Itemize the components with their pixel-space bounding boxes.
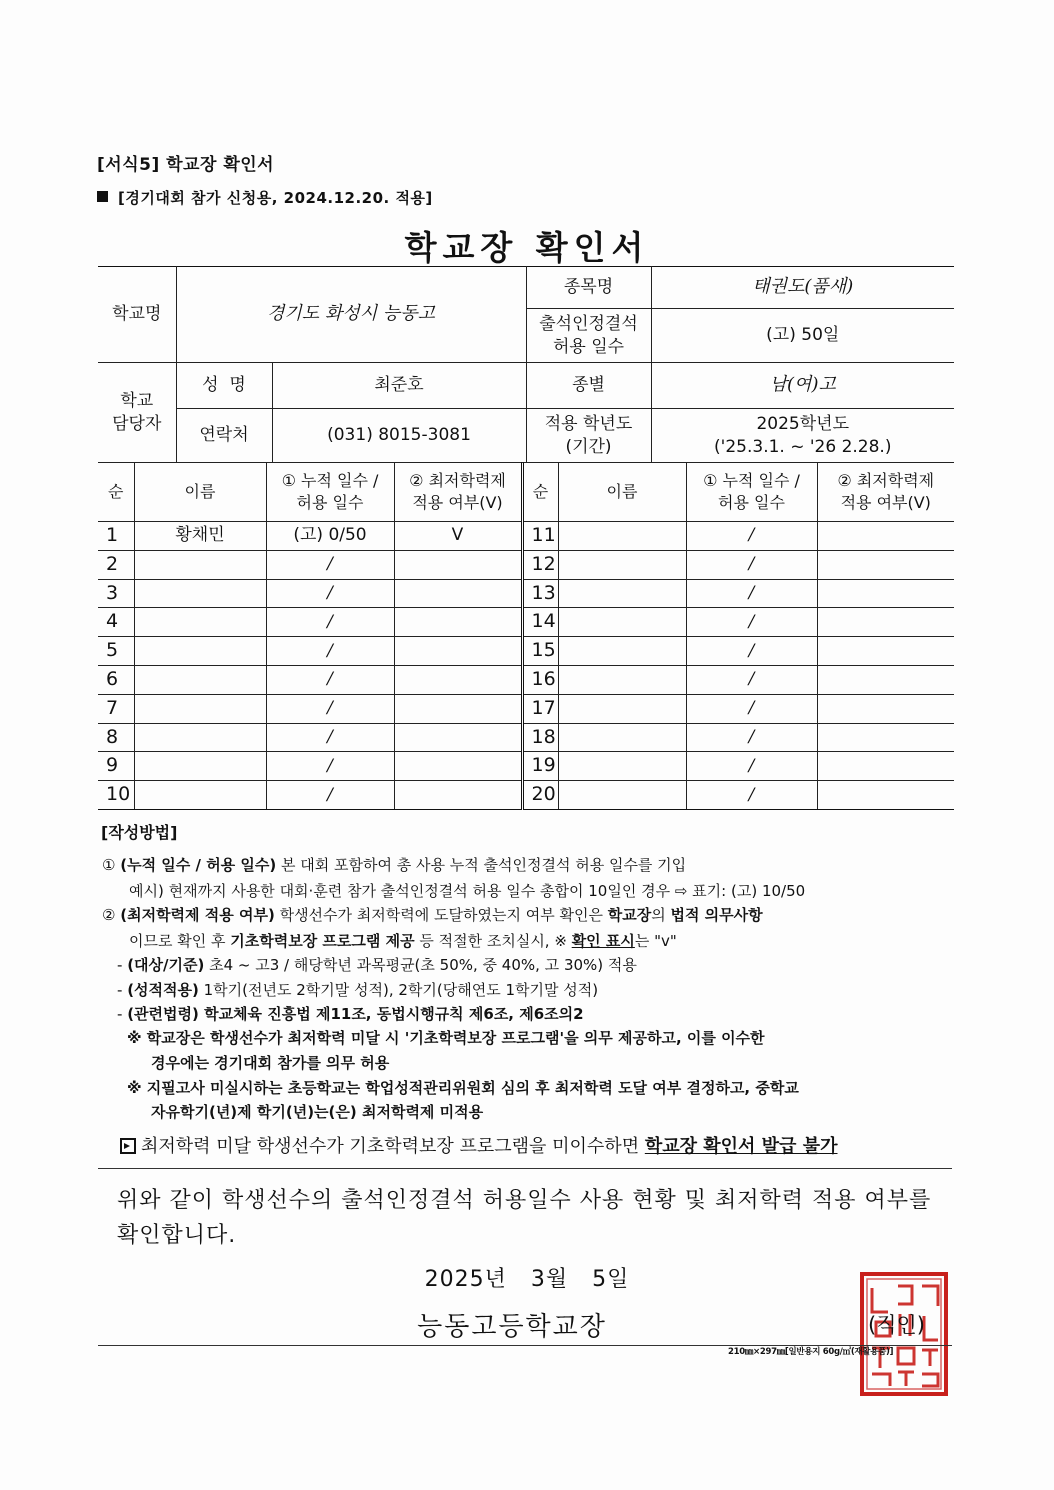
row-number: 8 — [98, 723, 134, 752]
row-days: / — [686, 752, 817, 781]
circled-two-icon: ② — [102, 906, 116, 924]
col-min-right-line2: 적용 여부(V) — [840, 493, 931, 512]
row-name — [558, 665, 686, 694]
row-min — [817, 637, 954, 666]
row-number: 13 — [522, 579, 558, 608]
col-days-line1: ① 누적 일수 / — [281, 470, 379, 490]
grade-bold: (성적적용) — [127, 981, 199, 999]
table-row — [98, 665, 954, 694]
row-name — [134, 665, 266, 694]
roster-table — [98, 462, 954, 810]
row-name — [134, 723, 266, 752]
row-min — [817, 550, 954, 579]
issue-date: 2025년 3월 5일 — [424, 1267, 630, 1292]
item2-text-c: 의 — [651, 906, 671, 924]
row-number: 4 — [98, 608, 134, 637]
row-number: 17 — [522, 694, 558, 723]
row-days: / — [686, 579, 817, 608]
row-min: V — [394, 522, 522, 551]
row-min — [394, 752, 522, 781]
row-name — [558, 608, 686, 637]
school-value: 경기도 화성시 능동고 — [176, 267, 526, 363]
table-row — [98, 781, 954, 810]
col-days-right-line1: ① 누적 일수 / — [703, 470, 800, 490]
row-name — [558, 522, 686, 551]
col-min-line2: 적용 여부(V) — [412, 493, 503, 512]
row-days: / — [686, 781, 817, 810]
table-row — [98, 694, 954, 723]
contact-label: 연락처 — [176, 409, 272, 463]
row-number: 16 — [522, 665, 558, 694]
row-days: / — [266, 752, 394, 781]
row-days: (고) 0/50 — [266, 522, 394, 551]
note2-line2: 자유학기(년)제 학기(년)는(은) 최저학력제 미적용 — [151, 1103, 484, 1121]
warning-bold: 학교장 확인서 발급 불가 — [644, 1136, 838, 1157]
col-no: 순 — [98, 463, 134, 522]
col-min-line1: ② 최저학력제 — [409, 470, 506, 490]
row-min — [817, 579, 954, 608]
row-min — [394, 781, 522, 810]
row-name — [558, 550, 686, 579]
method-heading: [작성방법] — [101, 823, 178, 842]
row-days: / — [266, 781, 394, 810]
grade-text: 1학기(전년도 2학기말 성적), 2학기(당해연도 1학기말 성적) — [198, 981, 599, 999]
row-min — [394, 608, 522, 637]
row-number: 12 — [522, 550, 558, 579]
event-value: 태권도(품새) — [651, 267, 954, 309]
row-min — [817, 608, 954, 637]
warning-line — [120, 1138, 838, 1156]
method-item2-line2 — [129, 934, 677, 949]
row-min — [817, 781, 954, 810]
paper-spec: 210㎜×297㎜[일반용지 60g/㎡(재활용품)] — [728, 1347, 894, 1357]
row-name — [134, 752, 266, 781]
allowance-value: (고) 50일 — [651, 309, 954, 363]
seal-label: (직인) — [868, 1313, 925, 1337]
row-days: / — [266, 723, 394, 752]
row-number: 1 — [98, 522, 134, 551]
row-days: / — [686, 665, 817, 694]
year-label-line2: (기간) — [565, 436, 612, 457]
item2-bold-d: 법적 의무사항 — [670, 906, 763, 924]
staff-label-line1: 학교 — [120, 390, 154, 411]
row-days: / — [686, 608, 817, 637]
target-text: 초4 ~ 고3 / 해당학년 과목평균(초 50%, 중 40%, 고 30%) 적용 — [204, 956, 637, 974]
table-row — [98, 550, 954, 579]
row-name — [134, 781, 266, 810]
row-number: 3 — [98, 579, 134, 608]
row-days: / — [266, 550, 394, 579]
col-no-right: 순 — [522, 463, 558, 522]
checkbox-arrow-icon — [120, 1138, 136, 1154]
row-min — [394, 579, 522, 608]
row-number: 6 — [98, 665, 134, 694]
school-label: 학교명 — [98, 267, 176, 363]
table-row — [98, 752, 954, 781]
row-days: / — [686, 694, 817, 723]
target-bold: (대상/기준) — [127, 956, 205, 974]
row-min — [394, 637, 522, 666]
row-name — [558, 781, 686, 810]
method-item1 — [102, 858, 686, 873]
contact-value: (031) 8015-3081 — [272, 409, 526, 463]
allowance-label-line1: 출석인정결석 — [539, 313, 638, 334]
item2-line2-mark: 확인 표시 — [571, 932, 635, 950]
year-label-line1: 적용 학년도 — [544, 413, 633, 434]
type-value: 남(여)고 — [651, 363, 954, 409]
row-name — [134, 694, 266, 723]
table-row — [98, 608, 954, 637]
method-target: - (대상/기준) 초4 ~ 고3 / 해당학년 과목평균(초 50%, 중 40%, 고 30%) 적용 — [117, 956, 637, 974]
applied-note-text: [경기대회 참가 신청용, 2024.12.20. 적용] — [118, 189, 433, 207]
col-min-right-line1: ② 최저학력제 — [837, 470, 935, 490]
year-value — [651, 409, 954, 463]
name-value: 최준호 — [272, 363, 526, 409]
item2-bold: (최저학력제 적용 여부) — [120, 906, 275, 924]
note1-line2: 경우에는 경기대회 참가를 의무 허용 — [151, 1054, 390, 1072]
row-min — [817, 723, 954, 752]
row-min — [394, 694, 522, 723]
type-label: 종별 — [526, 363, 651, 409]
item1-bold: (누적 일수 / 허용 일수) — [120, 856, 277, 874]
row-min — [817, 694, 954, 723]
row-name — [558, 694, 686, 723]
row-number: 9 — [98, 752, 134, 781]
row-days: / — [266, 694, 394, 723]
note1-line1: ※ 학교장은 학생선수가 최저학력 미달 시 '기초학력보장 프로그램'을 의무 제공하고, 이를 이수한 — [127, 1029, 765, 1047]
row-min — [817, 752, 954, 781]
row-min — [394, 665, 522, 694]
year-label — [526, 409, 651, 463]
table-row — [98, 637, 954, 666]
item2-line2-b: 등 적절한 조치실시, ※ — [414, 932, 572, 950]
row-number: 10 — [98, 781, 134, 810]
event-label: 종목명 — [526, 267, 651, 309]
item2-text-a: 학생선수가 최저학력에 도달하였는지 여부 확인은 — [274, 906, 608, 924]
row-name — [134, 608, 266, 637]
staff-label-line2: 담당자 — [112, 413, 162, 434]
col-days-right-line2: 허용 일수 — [718, 493, 785, 512]
row-name — [558, 637, 686, 666]
table-row — [98, 723, 954, 752]
item2-line2-c: 는 "v" — [634, 932, 677, 950]
row-number: 18 — [522, 723, 558, 752]
item2-line2-a: 이므로 확인 후 — [129, 932, 231, 950]
row-number: 11 — [522, 522, 558, 551]
staff-label — [98, 363, 176, 463]
col-days — [266, 463, 394, 522]
name-label: 성 명 — [176, 363, 272, 409]
divider-line — [98, 1168, 952, 1169]
row-days: / — [266, 579, 394, 608]
principal-name: 능동고등학교장 — [417, 1312, 607, 1342]
warning-text: 최저학력 미달 학생선수가 기초학력보장 프로그램을 미이수하면 — [141, 1136, 645, 1157]
row-days: / — [686, 550, 817, 579]
row-min — [394, 550, 522, 579]
law-bold: (관련법령) 학교체육 진흥법 제11조, 동법시행규칙 제6조, 제6조의2 — [127, 1005, 584, 1023]
method-law: - (관련법령) 학교체육 진흥법 제11조, 동법시행규칙 제6조, 제6조의2 — [117, 1005, 584, 1023]
row-days: / — [686, 522, 817, 551]
row-name — [134, 550, 266, 579]
page-title: 학교장 확인서 — [404, 228, 650, 267]
col-min-right — [817, 463, 954, 522]
col-name-right: 이름 — [558, 463, 686, 522]
item2-bold-b: 학교장 — [607, 906, 652, 924]
circled-one-icon: ① — [102, 856, 116, 874]
col-min — [394, 463, 522, 522]
item1-text: 본 대회 포함하여 총 사용 누적 출석인정결석 허용 일수를 기입 — [276, 856, 687, 874]
method-grade: - (성적적용) 1학기(전년도 2학기말 성적), 2학기(당해연도 1학기말 성적) — [117, 981, 599, 999]
row-days: / — [266, 665, 394, 694]
allowance-label — [526, 309, 651, 363]
col-name: 이름 — [134, 463, 266, 522]
square-bullet-icon — [97, 191, 108, 202]
col-days-right — [686, 463, 817, 522]
row-name — [134, 579, 266, 608]
row-days: / — [266, 608, 394, 637]
method-item1-example: 예시) 현재까지 사용한 대회·훈련 참가 출석인정결석 허용 일수 총합이 10일인 경우 ⇨ 표기: (고) 10/50 — [129, 882, 806, 900]
row-days: / — [266, 637, 394, 666]
row-min — [817, 522, 954, 551]
confirm-text: 위와 같이 학생선수의 출석인정결석 허용일수 사용 현황 및 최저학력 적용 여부를 확인합니다. — [117, 1188, 932, 1248]
row-name — [558, 752, 686, 781]
row-min — [394, 723, 522, 752]
row-days: / — [686, 637, 817, 666]
row-number: 15 — [522, 637, 558, 666]
note2-line1: ※ 지필고사 미실시하는 초등학교는 학업성적관리위원회 심의 후 최저학력 도달 여부 결정하고, 중학교 — [127, 1079, 799, 1097]
form-number: [서식5] 학교장 확인서 — [97, 155, 275, 175]
row-min — [817, 665, 954, 694]
row-number: 19 — [522, 752, 558, 781]
method-item2 — [102, 908, 763, 923]
row-name — [558, 579, 686, 608]
row-number: 14 — [522, 608, 558, 637]
year-value-line2: ('25.3.1. ~ '26 2.28.) — [714, 436, 892, 457]
row-name: 황채민 — [134, 522, 266, 551]
row-number: 7 — [98, 694, 134, 723]
col-days-line2: 허용 일수 — [296, 493, 364, 512]
table-row — [98, 579, 954, 608]
item2-line2-bold: 기초학력보장 프로그램 제공 — [230, 932, 415, 950]
row-number: 20 — [522, 781, 558, 810]
info-table — [98, 266, 954, 463]
table-row — [98, 522, 954, 551]
allowance-label-line2: 허용 일수 — [552, 336, 625, 357]
row-number: 5 — [98, 637, 134, 666]
row-name — [558, 723, 686, 752]
applied-note — [97, 187, 433, 208]
row-days: / — [686, 723, 817, 752]
row-name — [134, 637, 266, 666]
year-value-line1: 2025학년도 — [756, 413, 850, 434]
row-number: 2 — [98, 550, 134, 579]
